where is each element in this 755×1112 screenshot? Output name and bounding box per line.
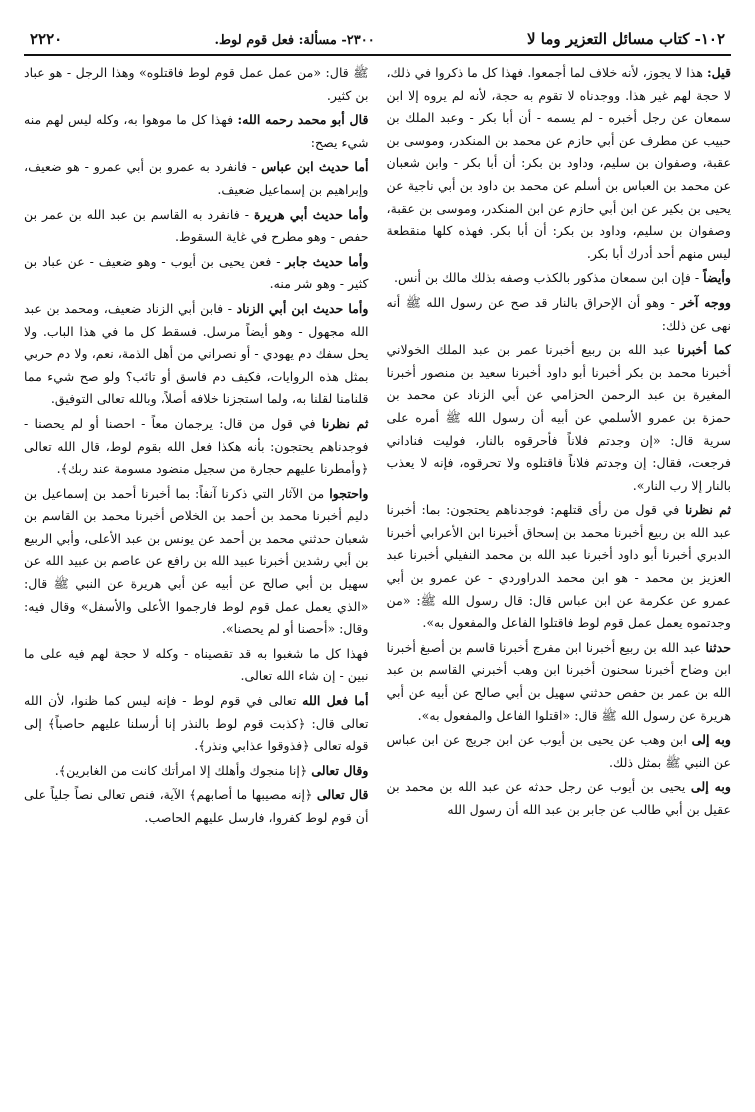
paragraph-lead: وأما حديث ابن أبي الزناد [236, 300, 369, 316]
paragraph-text: ﴿إنا منجوك وأهلك إلا امرأتك كانت من الغابرين﴾. [54, 762, 308, 778]
paragraph-text: هذا لا يجوز، لأنه خلاف لما أجمعوا. فهذا كل ما ذكروا في ذلك، لا حجة لهم غير هذا. ووجدناه لا تقوم به حجة، لأنه لم يروه إلا ابن سمعان عن رجل أخبره - لم يسمه - أن أبا بكر - وعبد الملك بن حبيب عن مطرف عن أبي حازم عن محمد بن المنكدر، وموسى بن عقبة، وصفوان بن سليم، وداود بن بكر: أن أبا بكر - وابن شعبان عن محمد بن العباس بن أسلم عن محمد بن داود بن أبي ناجية عن يحيى بن بكير عن ابن أبي حازم عن ابن المنكدر، وموسى بن عقبة، وصفوان بن سليم، وداود بن بكر: أن أبا بكر. فهذه كلها منقطعة ليس منهم أحد أدرك أبا بكر. [386, 65, 731, 261]
paragraph-text: - فانفرد به القاسم بن عبد الله بن عمر بن حفص - وهو مطرح في غاية السقوط. [24, 206, 369, 245]
paragraph [387, 267, 732, 290]
paragraph-lead: واحتجوا [329, 485, 369, 501]
left-column [24, 62, 369, 1102]
paragraph-text: ابن وهب عن يحيى بن أيوب عن ابن جريج عن ابن عباس عن النبي ﷺ بمثل ذلك. [386, 732, 731, 770]
paragraph [24, 690, 369, 758]
paragraph-text: في قول من قال: يرجمان معاً - احصنا أو لم يحصنا - فوجدناهم يحتجون: بأنه هكذا فعل الله بقوم لوط، قال الله تعالى ﴿وأمطرنا عليهم حجارة من سجيل منضود مسومة عند ربك﴾. [24, 415, 369, 477]
right-column [387, 62, 732, 1102]
header-chapter-title: ١٠٢- كتاب مسائل التعزير وما لا [526, 30, 725, 48]
paragraph-lead: قال أبو محمد رحمه الله: [237, 112, 369, 128]
paragraph-lead: قال تعالى [316, 787, 369, 803]
paragraph [387, 729, 732, 774]
paragraph [24, 204, 369, 249]
paragraph-text: - فإن ابن سمعان مذكور بالكذب وصفه بذلك مالك بن أنس. [393, 270, 700, 286]
text-columns [24, 62, 731, 1102]
paragraph-text: فهذا كل ما شغبوا به قد تقصيناه - وكله لا حجة لهم فيه على ما نبين - إن شاء الله تعالى. [24, 645, 369, 684]
paragraph [24, 109, 369, 154]
paragraph-text: ﴿إنه مصيبها ما أصابهم﴾ الآية، فنص تعالى نصاً جلياً على أن قوم لوط كفروا، فارسل عليهم الحاصب. [24, 787, 369, 825]
paragraph-lead: وقال تعالى [311, 762, 369, 778]
paragraph-text: من الآثار التي ذكرنا آنفاً: بما أخبرنا أحمد بن إسماعيل بن دليم أخبرنا محمد بن أحمد بن الخلاص أخبرنا محمد بن القاسم بن شعبان حدثني محمد بن أحمد عن يونس بن عبد الأعلى، وأبي الربيع بن أبي رشدين أخبرنا عبيد الله بن رافع عن عاصم بن عبيد الله عن سهيل بن أبي صالح عن أبيه عن أبي هريرة عن النبي ﷺ قال: «الذي يعمل عمل قوم لوط فارجموا الأعلى والأسفل» وقال فيه: وقال: «أحصنا أو لم يحصنا». [24, 485, 369, 637]
paragraph-lead: أما حديث ابن عباس [261, 159, 369, 175]
paragraph-lead: ووجه آخر [680, 294, 731, 310]
paragraph-lead: قيل: [706, 65, 731, 80]
paragraph-text: - وهو أن الإحراق بالنار قد صح عن رسول الله ﷺ أنه نهى عن ذلك: [386, 294, 731, 333]
paragraph [24, 251, 369, 296]
paragraph-lead: ثم نظرنا [684, 502, 731, 518]
paragraph-lead: ثم نظرنا [321, 415, 369, 431]
paragraph-text: في قول من رأى قتلهم: فوجدناهم يحتجون: بما: أخبرنا عبد الله بن ربيع أخبرنا محمد بن إسحاق أخبرنا ابن الأعرابي أخبرنا الدبري أخبرنا أبو داود أخبرنا عبد الله بن محمد النفيلي أخبرنا عبد العزيز بن محمد - هو ابن محمد الدراوردي - عن عمرو بن أبي عمرو عن عكرمة عن ابن عباس قال: قال رسول الله ﷺ: «من وجدتموه يعمل عمل قوم لوط فاقتلوا الفاعل والمفعول به». [386, 502, 731, 631]
page-header [24, 20, 731, 56]
paragraph-text: عبد الله بن ربيع أخبرنا ابن مفرج أخبرنا قاسم بن أصبغ أخبرنا ابن وضاح أخبرنا سحنون أخبرنا ابن وهب أخبرني القاسم بن عبد الله بن عمر بن حفص حدثني سهيل بن أبي صالح عن أبيه عن أبي هريرة عن رسول الله ﷺ قال: «اقتلوا الفاعل والمفعول به». [386, 639, 731, 723]
paragraph-text: ﷺ قال: «من عمل عمل قوم لوط فاقتلوه» وهذا الرجل - هو عباد بن كثير. [24, 65, 369, 103]
paragraph-lead: كما أخبرنا [677, 342, 731, 358]
paragraph-lead: وبه إلى [690, 779, 731, 795]
paragraph-lead: حدثنا [705, 639, 731, 655]
paragraph [387, 339, 732, 497]
paragraph [24, 298, 369, 411]
paragraph [24, 62, 369, 107]
paragraph [24, 483, 369, 641]
paragraph-lead: وأيضاً [703, 270, 731, 286]
paragraph [24, 784, 369, 829]
paragraph [24, 760, 369, 783]
page-number: ٢٢٢٠ [30, 30, 63, 48]
paragraph-lead: وأما حديث أبي هريرة [253, 206, 369, 222]
paragraph [387, 499, 732, 635]
paragraph-lead: وأما حديث جابر [285, 253, 369, 269]
paragraph [24, 413, 369, 481]
paragraph-lead: وبه إلى [691, 732, 731, 748]
paragraph [387, 62, 732, 265]
header-issue-title: ٢٣٠٠- مسألة: فعل قوم لوط. [214, 33, 375, 48]
paragraph-text: عبد الله بن ربيع أخبرنا عمر بن عبد الملك الخولاني أخبرنا محمد بن بكر أخبرنا أبو داود أخبرنا سعيد بن منصور أخبرنا المغيرة بن عبد الرحمن الحزامي عن أبي الزناد عن محمد بن حمزة بن عمرو الأسلمي عن أبيه أن رسول الله ﷺ أمره على سرية قال: «إن وجدتم فلاناً فأحرقوه بالنار، فوليت فناداني فرجعت، فقال: إن وجدتم فلاناً فاقتلوه ولا تحرقوه، فإنه لا يعذب بالنار إلا رب النار». [386, 342, 731, 493]
paragraph-text: يحيى بن أيوب عن رجل حدثه عن عبد الله بن محمد بن عقيل بن أبي طالب عن جابر بن عبد الله أن رسول الله [386, 779, 731, 817]
paragraph [24, 156, 369, 201]
paragraph-text: تعالى في قوم لوط - فإنه ليس كما ظنوا، لأن الله تعالى قال: ﴿كذبت قوم لوط بالنذر إنا أرسلنا عليهم حاصباً﴾ إلى قوله تعالى ﴿فذوقوا عذابي ونذر﴾. [24, 693, 369, 754]
paragraph [387, 776, 732, 821]
paragraph [387, 292, 732, 337]
paragraph-text: - فعن يحيى بن أيوب - وهو ضعيف - عن عباد بن كثير - وهو شر منه. [24, 253, 369, 292]
paragraph-lead: أما فعل الله [302, 693, 369, 709]
paragraph-text: - فانفرد به عمرو بن أبي عمرو - هو ضعيف، وإبراهيم بن إسماعيل ضعيف. [24, 159, 369, 197]
paragraph-text: فهذا كل ما موهوا به، وكله ليس لهم منه شيء يصح: [24, 112, 369, 150]
paragraph [387, 637, 732, 727]
paragraph [24, 643, 369, 688]
paragraph-text: - فابن أبي الزناد ضعيف، ومحمد بن عبد الله مجهول - وهو أيضاً مرسل. فسقط كل ما في هذا الباب. ولا يحل سفك دم يهودي - أو نصراني من أهل الذمة، نعم، ولا دم حربي بمثل هذه الروايات، فكيف دم فاسق أو تائب؟ ولو صح شيء مما قلنامنا لقلنا به، ولما استجزنا خلافه أصلاً، وبالله تعالى التوفيق. [24, 300, 369, 407]
